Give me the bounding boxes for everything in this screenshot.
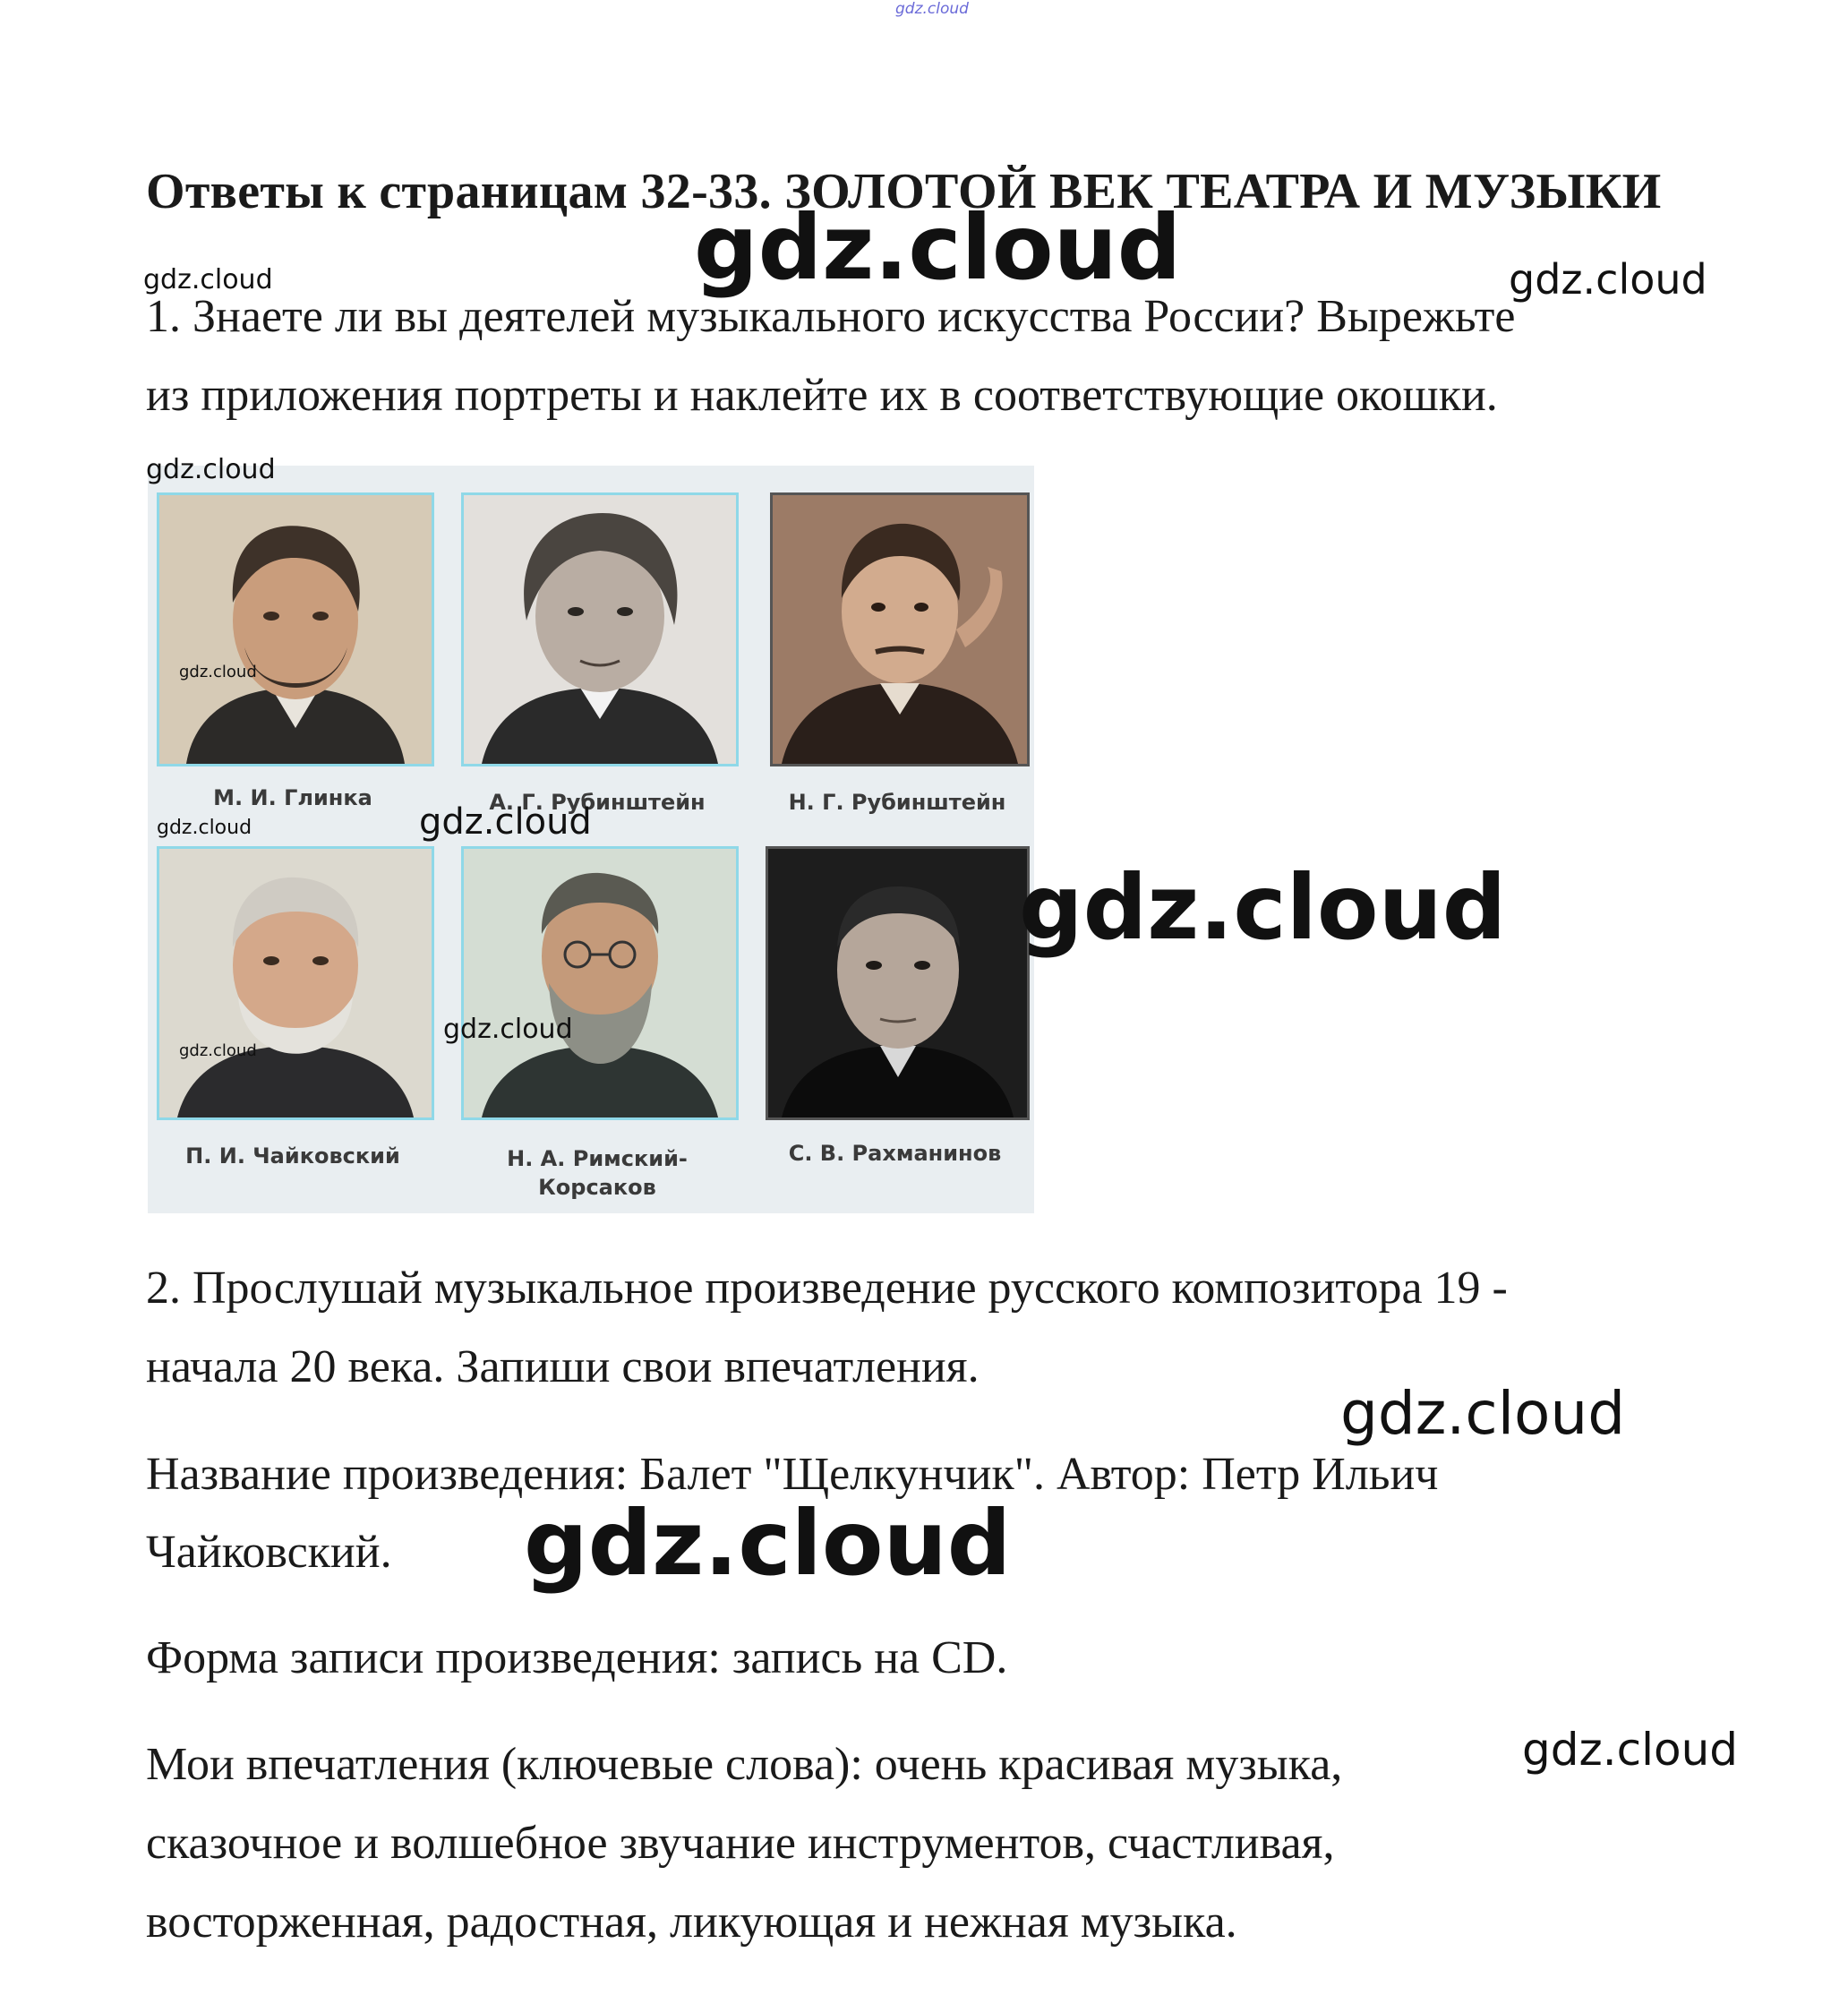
portrait-glinka <box>157 492 434 766</box>
impressions-line-1: Мои впечатления (ключевые слова): очень красивая музыка, <box>146 1739 1343 1790</box>
caption-glinka: М. И. Глинка <box>213 785 372 810</box>
work-line-2: Чайковский. <box>146 1527 392 1578</box>
watermark-tiny-2: gdz.cloud <box>179 1041 257 1060</box>
watermark-large-1: gdz.cloud <box>694 195 1182 300</box>
watermark-small-2: gdz.cloud <box>146 454 276 485</box>
watermark-medium-4: gdz.cloud <box>1522 1724 1739 1776</box>
portrait-tchaikovsky <box>157 846 434 1120</box>
caption-tchaikovsky: П. И. Чайковский <box>185 1143 400 1169</box>
page-title: Ответы к страницам 32-33. ЗОЛОТОЙ ВЕК ТЕАТРА И МУЗЫКИ <box>146 164 1662 219</box>
top-watermark: gdz.cloud <box>895 0 969 18</box>
watermark-small-1: gdz.cloud <box>143 264 273 295</box>
impressions-line-3: восторженная, радостная, ликующая и нежная музыка. <box>146 1897 1237 1948</box>
portrait-rimsky-korsakov <box>461 846 739 1120</box>
task2-line-1: 2. Прослушай музыкальное произведение русского композитора 19 - <box>146 1263 1508 1314</box>
task1-line-1: 1. Знаете ли вы деятелей музыкального искусства России? Вырежьте <box>146 291 1516 342</box>
watermark-medium-1: gdz.cloud <box>1509 255 1707 304</box>
caption-a-rubinstein: А. Г. Рубинштейн <box>489 790 706 815</box>
watermark-large-2: gdz.cloud <box>1019 855 1507 960</box>
portrait-n-rubinstein <box>770 492 1030 766</box>
task2-line-2: начала 20 века. Запиши свои впечатления. <box>146 1341 980 1392</box>
watermark-small-3: gdz.cloud <box>157 817 252 839</box>
watermark-medium-3: gdz.cloud <box>1340 1379 1626 1448</box>
watermark-small-4: gdz.cloud <box>443 1014 573 1045</box>
recording-form: Форма записи произведения: запись на CD. <box>146 1632 1008 1683</box>
caption-n-rubinstein: Н. Г. Рубинштейн <box>788 790 1006 815</box>
watermark-large-3: gdz.cloud <box>524 1491 1012 1596</box>
task1-line-2: из приложения портреты и наклейте их в соответствующие окошки. <box>146 370 1498 421</box>
caption-rimsky-korsakov-2: Корсаков <box>538 1175 656 1200</box>
watermark-tiny-1: gdz.cloud <box>179 663 257 681</box>
watermark-medium-2: gdz.cloud <box>419 801 592 843</box>
portrait-rachmaninoff <box>766 846 1030 1120</box>
portrait-a-rubinstein <box>461 492 739 766</box>
work-line-1: Название произведения: Балет "Щелкунчик". Автор: Петр Ильич <box>146 1449 1439 1500</box>
caption-rachmaninoff: С. В. Рахманинов <box>788 1141 1002 1166</box>
caption-rimsky-korsakov-1: Н. А. Римский- <box>507 1146 688 1171</box>
impressions-line-2: сказочное и волшебное звучание инструментов, счастливая, <box>146 1818 1335 1869</box>
